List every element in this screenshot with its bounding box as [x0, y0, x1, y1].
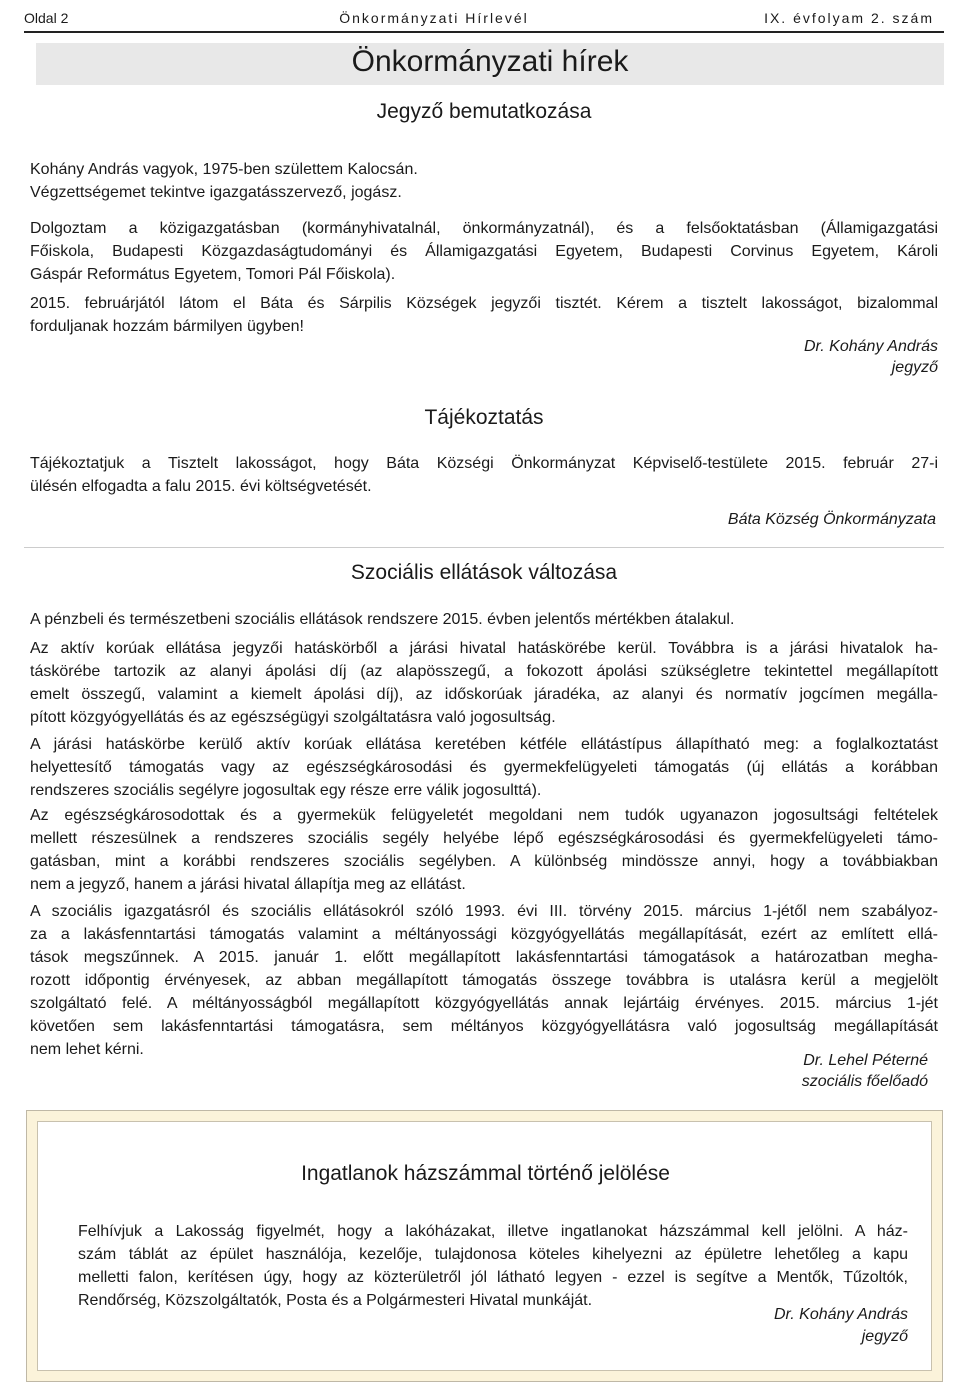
paragraph-line: za a lakásfenntartási támogatás valamint a méltányossági közgyógyellátás megállapítását, ezért az említett ellá- — [30, 926, 938, 943]
paragraph-line: szolgáltató felé. A méltányosságból megállapított közgyógyellátás annak lejártáig érvényes. 2015. március 1-jét — [30, 995, 938, 1012]
notary-intro-line: Kohány András vagyok, 1975-ben születtem Kalocsán. — [30, 161, 418, 178]
info-heading: Tájékoztatás — [424, 406, 544, 429]
paragraph-line: Gáspár Református Egyetem, Tomori Pál Főiskola). — [30, 266, 396, 283]
paragraph-line: emelt összegű, valamint a kiemelt ápolási díj), az időskorúak járadéka, az alanyi és normatív jogcímen megálla- — [30, 686, 938, 703]
paragraph-line: melletti falon, kerítésen úgy, hogy az közterületről jól látható legyen - ezzel is segítve a Mentők, Tűzoltók, — [78, 1269, 908, 1286]
house-heading: Ingatlanok házszámmal történő jelölése — [301, 1162, 670, 1185]
house-number-notice-box — [26, 1110, 943, 1382]
notary-signature-title: jegyző — [891, 359, 938, 376]
paragraph-line: 2015. februárjától látom el Báta és Sárpilis Községek jegyzői tisztét. Kérem a tisztelt lakosságot, bizalommal — [30, 295, 938, 312]
paragraph-line: Tájékoztatjuk a Tisztelt lakosságot, hogy Báta Községi Önkormányzat Képviselő-testülete 2015. február 27-i — [30, 455, 938, 472]
paragraph-line: gatásban, mint a korábbi rendszeres szociális segélyben. A különbség mindössze annyi, hogy a továbbiakban — [30, 853, 938, 870]
paragraph-line: A járási hatáskörbe kerülő aktív korúak ellátása keretében kétféle ellátástípus állapítható meg: a foglalkoztatást — [30, 736, 938, 753]
publication-title: Önkormányzati Hírlevél — [339, 10, 529, 26]
social-signature-title: szociális főelőadó — [801, 1073, 928, 1090]
notice-inner-panel — [37, 1121, 932, 1371]
notary-education-line: Végzettségemet tekintve igazgatásszervező, jogász. — [30, 184, 402, 201]
paragraph-line: Felhívjuk a Lakosság figyelmét, hogy a lakóházakat, illetve ingatlanokat házszámmal kell jelölni. A ház- — [78, 1223, 908, 1240]
paragraph-line: szám táblát az épület használója, kezelője, tulajdonosa köteles kihelyezni az épületre lehetőleg a kapu — [78, 1246, 908, 1263]
house-signature-name: Dr. Kohány András — [774, 1306, 908, 1323]
paragraph-line: Főiskola, Budapesti Közgazdaságtudományi és Államigazgatási Egyetem, Budapesti Corvinus Egyetem, Károli — [30, 243, 938, 260]
paragraph-line: forduljanak hozzám bármilyen ügyben! — [30, 318, 304, 335]
section-banner — [36, 43, 944, 85]
paragraph-line: táskörébe tartozik az alanyi ápolási díj (az alapösszegű, a fokozott ápolási szükségletre tekintettel megállapított — [30, 663, 938, 680]
header-divider — [24, 31, 944, 33]
paragraph-line: Az aktív korúak ellátása jegyzői hatáskörből a járási hivatal hatáskörébe kerül. Továbbra is a járási hivatalok ha- — [30, 640, 938, 657]
paragraph-line: nem a jegyző, hanem a járási hivatal állapítja meg az ellátást. — [30, 876, 466, 893]
paragraph-line: mellett részesülnek a rendszeres szociális segély helyébe lépő egészségkárosodási és gyermekfelügyeleti támo- — [30, 830, 938, 847]
social-signature-name: Dr. Lehel Péterné — [803, 1052, 928, 1069]
notary-signature-name: Dr. Kohány András — [804, 338, 938, 355]
paragraph-line: helyettesítő támogatás vagy az egészségkárosodási és gyermekfelügyeleti támogatás (új ellátás a korábban — [30, 759, 938, 776]
notary-heading: Jegyző bemutatkozása — [376, 100, 592, 123]
paragraph-line: rendszeres szociális segélyre jogosultak egy része erre válik jogosulttá). — [30, 782, 542, 799]
paragraph-line: követően sem lakásfenntartási támogatásra, sem méltányos közgyógyellátásra való jogosultság megállapítását — [30, 1018, 938, 1035]
paragraph-line: Az egészségkárosodottak és a gyermekük felügyeletét megoldani nem tudók ugyanazon jogosultsági feltételek — [30, 807, 938, 824]
paragraph-line: ülésén elfogadta a falu 2015. évi költségvetését. — [30, 478, 372, 495]
paragraph-line: pított közgyógyellátás és az egészségügyi szolgáltatásra való jogosultság. — [30, 709, 556, 726]
social-heading: Szociális ellátások változása — [350, 561, 618, 584]
running-header — [24, 10, 944, 28]
paragraph-line: tások megszűnnek. A 2015. január 1. előtt megállapított lakásfenntartási támogatások a határozatban megha- — [30, 949, 938, 966]
paragraph-line: A szociális igazgatásról és szociális ellátásokról szóló 1993. évi III. törvény 2015. március 1-jétől nem szabályoz- — [30, 903, 938, 920]
page-number: Oldal 2 — [24, 10, 69, 26]
house-signature-title: jegyző — [861, 1328, 908, 1345]
paragraph-line: Rendőrség, Közszolgáltatók, Posta és a Polgármesteri Hivatal munkáját. — [78, 1292, 593, 1309]
issue-label: IX. évfolyam 2. szám — [764, 10, 934, 26]
info-signature: Báta Község Önkormányzata — [727, 511, 936, 528]
paragraph-line: rozott időpontig érvényesek, az abban megállapított támogatás összege továbbra is utalásra kerül a megjelölt — [30, 972, 938, 989]
section-divider — [24, 547, 944, 548]
paragraph-line: Dolgoztam a közigazgatásban (kormányhivatalnál, önkormányzatnál), és a felsőoktatásban (Államigazgatási — [30, 220, 938, 237]
section-title: Önkormányzati hírek — [351, 45, 629, 78]
social-intro-paragraph: A pénzbeli és természetbeni szociális ellátások rendszere 2015. évben jelentős mértékben átalakul. — [30, 611, 735, 628]
paragraph-line: nem lehet kérni. — [30, 1041, 144, 1058]
